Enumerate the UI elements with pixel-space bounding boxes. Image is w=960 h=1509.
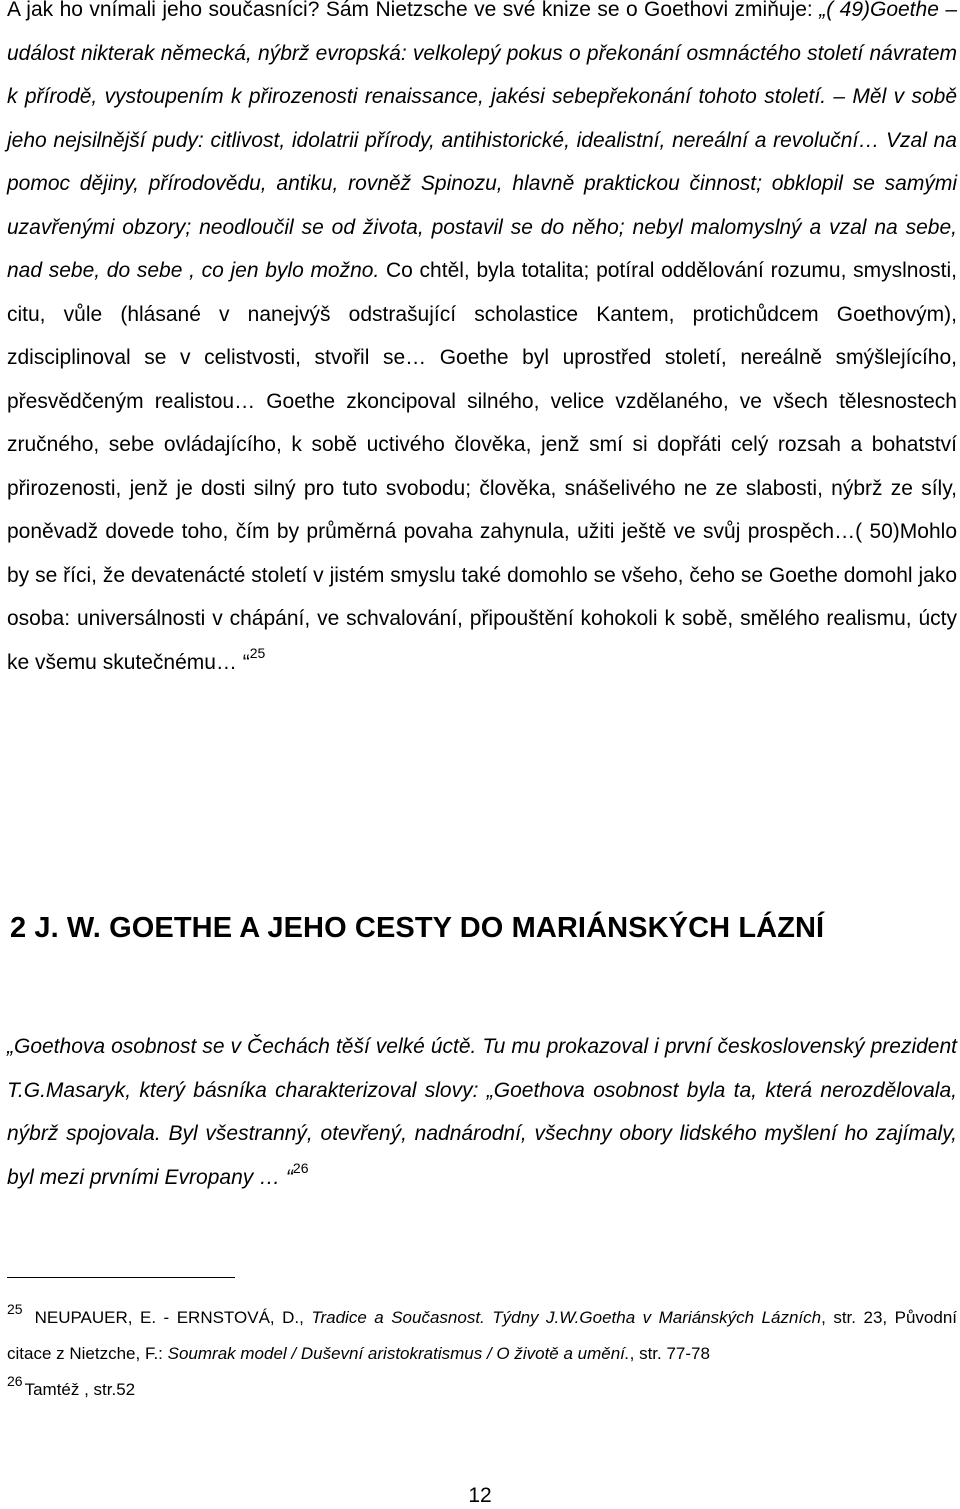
footnote-title: Tradice a Současnost. Týdny J.W.Goetha v Mariánských Lázních xyxy=(311,1308,822,1327)
footnote-26 xyxy=(7,1372,957,1408)
masaryk-italic-intro: „Goethova osobnost se v Čechách těší velké úctě. xyxy=(7,1035,477,1058)
footnote-reference-26: 26 xyxy=(292,1159,309,1176)
footnote-separator xyxy=(7,1277,235,1278)
footnote-25 xyxy=(7,1300,957,1372)
page-number: 12 xyxy=(468,1484,492,1507)
footnote-mark: 26 xyxy=(7,1373,23,1389)
chapter-heading: 2 J. W. GOETHE A JEHO CESTY DO MARIÁNSKÝCH LÁZNÍ xyxy=(10,912,825,944)
paragraph-intro-text: A jak ho vnímali jeho současníci? Sám Nietzsche ve své knize se o Goethovi zmiňuje: xyxy=(7,0,820,21)
footnotes xyxy=(7,1300,957,1408)
footnote-text: Tamtéž , str.52 xyxy=(24,1380,136,1399)
footnote-author: NEUPAUER, E. - ERNSTOVÁ, D., xyxy=(34,1308,312,1327)
body-paragraph-nietzsche-quote xyxy=(7,0,957,684)
quote-regular-text: Co chtěl, byla totalita; potíral oddělování rozumu, smyslnosti, citu, vůle (hlásané v nanejvýš odstrašující scholastice Kantem, protichůdcem Goethovým), zdisciplinoval se v celistvosti, stvořil se… Goethe byl uprostřed století, nereálně smýšlejícího, přesvědčeným realistou… Goethe zkoncipoval silného, velice vzdělaného, ve všech tělesnostech zručného, sebe ovládajícího, k sobě uctivého člověka, jenž smí si dopřáti celý rozsah a bohatství přirozenosti, jenž je dosti silný pro tuto svobodu; člověka, snášelivého ne ze slabosti, nýbrž ze síly, poněvadž dovede toho, čím by průměrná povaha zahynula, užiti ještě ve svůj prospěch…( 50)Mohlo by se říci, že devatenácté století v jistém smyslu také domohlo se všeho, čeho se Goethe domohl jako osoba: universálnosti v chápání, ve schvalování, připouštění kohokoli k sobě, smělého realismu, úcty ke všemu skutečnému… “ xyxy=(7,259,957,674)
quote-italic-text: „( 49)Goethe – událost nikterak německá, nýbrž evropská: velkolepý pokus o překonání osmnáctého století návratem k přírodě, vystoupením k přirozenosti renaissance, jakési sebepřekonání tohoto století. – Měl v sobě jeho nejsilnější pudy: citlivost, idolatrii přírody, antihistorické, idealistní, nereální a revoluční… Vzal na pomoc dějiny, přírodovědu, antiku, rovněž Spinozu, hlavně praktickou činnost; obklopil se samými uzavřenými obzory; neodloučil se od života, postavil se do něho; nebyl malomyslný a vzal na sebe, nad sebe, do sebe , co jen bylo možno. xyxy=(7,0,957,282)
masaryk-italic-text: Tu mu prokazoval i první československý prezident T.G.Masaryk, který básníka charakterizoval slovy: xyxy=(7,1035,957,1102)
body-paragraph-masaryk xyxy=(7,1025,957,1199)
footnote-reference-25: 25 xyxy=(249,644,266,661)
masaryk-quote-text: „Goethova osobnost byla ta, která nerozdělovala, nýbrž spojovala. Byl všestranný, otevřený, nadnárodní, všechny obory lidského myšlení ho zajímaly, byl mezi prvními Evropany … “ xyxy=(7,1078,957,1189)
footnote-mark: 25 xyxy=(7,1301,23,1317)
footnote-source-title: Soumrak model / Duševní aristokratismus / O životě a umění. xyxy=(167,1344,630,1363)
footnote-source-page: , str. 77-78 xyxy=(629,1344,710,1363)
footnote-page: , str. 23, Původní citace z Nietzche, F.: xyxy=(7,1308,957,1363)
